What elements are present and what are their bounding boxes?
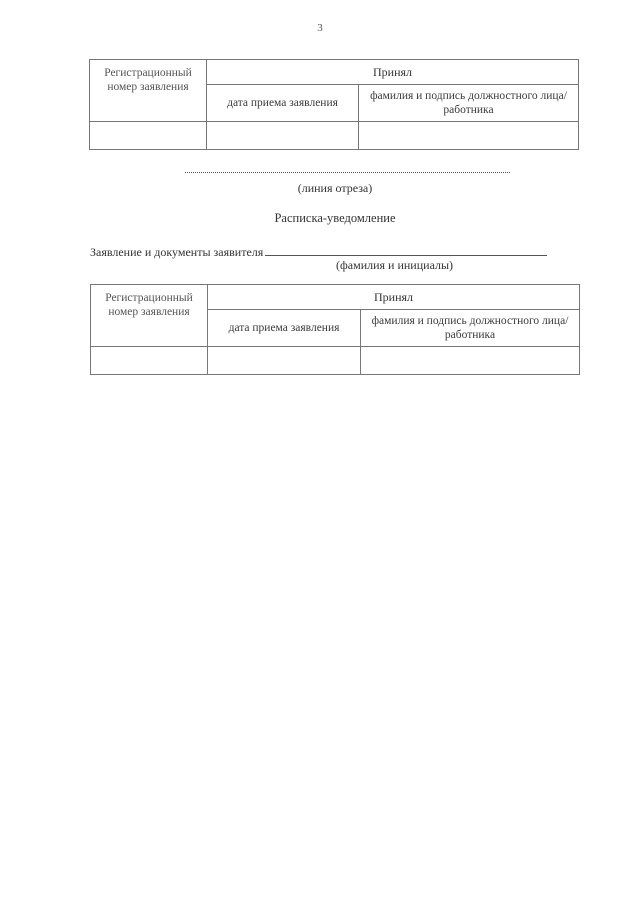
date-cell[interactable] [208, 347, 361, 375]
signature-cell[interactable] [361, 347, 580, 375]
reg-number-header: Регистрационный номер заявления [91, 285, 208, 347]
applicant-name-field[interactable] [265, 243, 547, 256]
applicant-label: Заявление и документы заявителя [90, 245, 264, 259]
signature-header: фамилия и подпись должностного лица/работника [359, 85, 579, 122]
page-number: 3 [317, 22, 323, 34]
applicant-hint: (фамилия и инициалы) [336, 258, 454, 272]
reg-number-header: Регистрационный номер заявления [90, 60, 207, 122]
applicant-row [90, 243, 547, 260]
date-cell[interactable] [207, 122, 359, 150]
receipt-table-top [89, 59, 579, 150]
cut-line-label: (линия отреза) [297, 181, 373, 195]
signature-cell[interactable] [359, 122, 579, 150]
notification-title: Расписка-уведомление [274, 211, 396, 225]
receipt-table-bottom [90, 284, 580, 375]
signature-header: фамилия и подпись должностного лица/работника [361, 310, 580, 347]
accepted-header: Принял [207, 60, 579, 85]
date-header: дата приема заявления [208, 310, 361, 347]
reg-number-cell[interactable] [91, 347, 208, 375]
accepted-header: Принял [208, 285, 580, 310]
cut-line [185, 172, 510, 173]
reg-number-cell[interactable] [90, 122, 207, 150]
date-header: дата приема заявления [207, 85, 359, 122]
